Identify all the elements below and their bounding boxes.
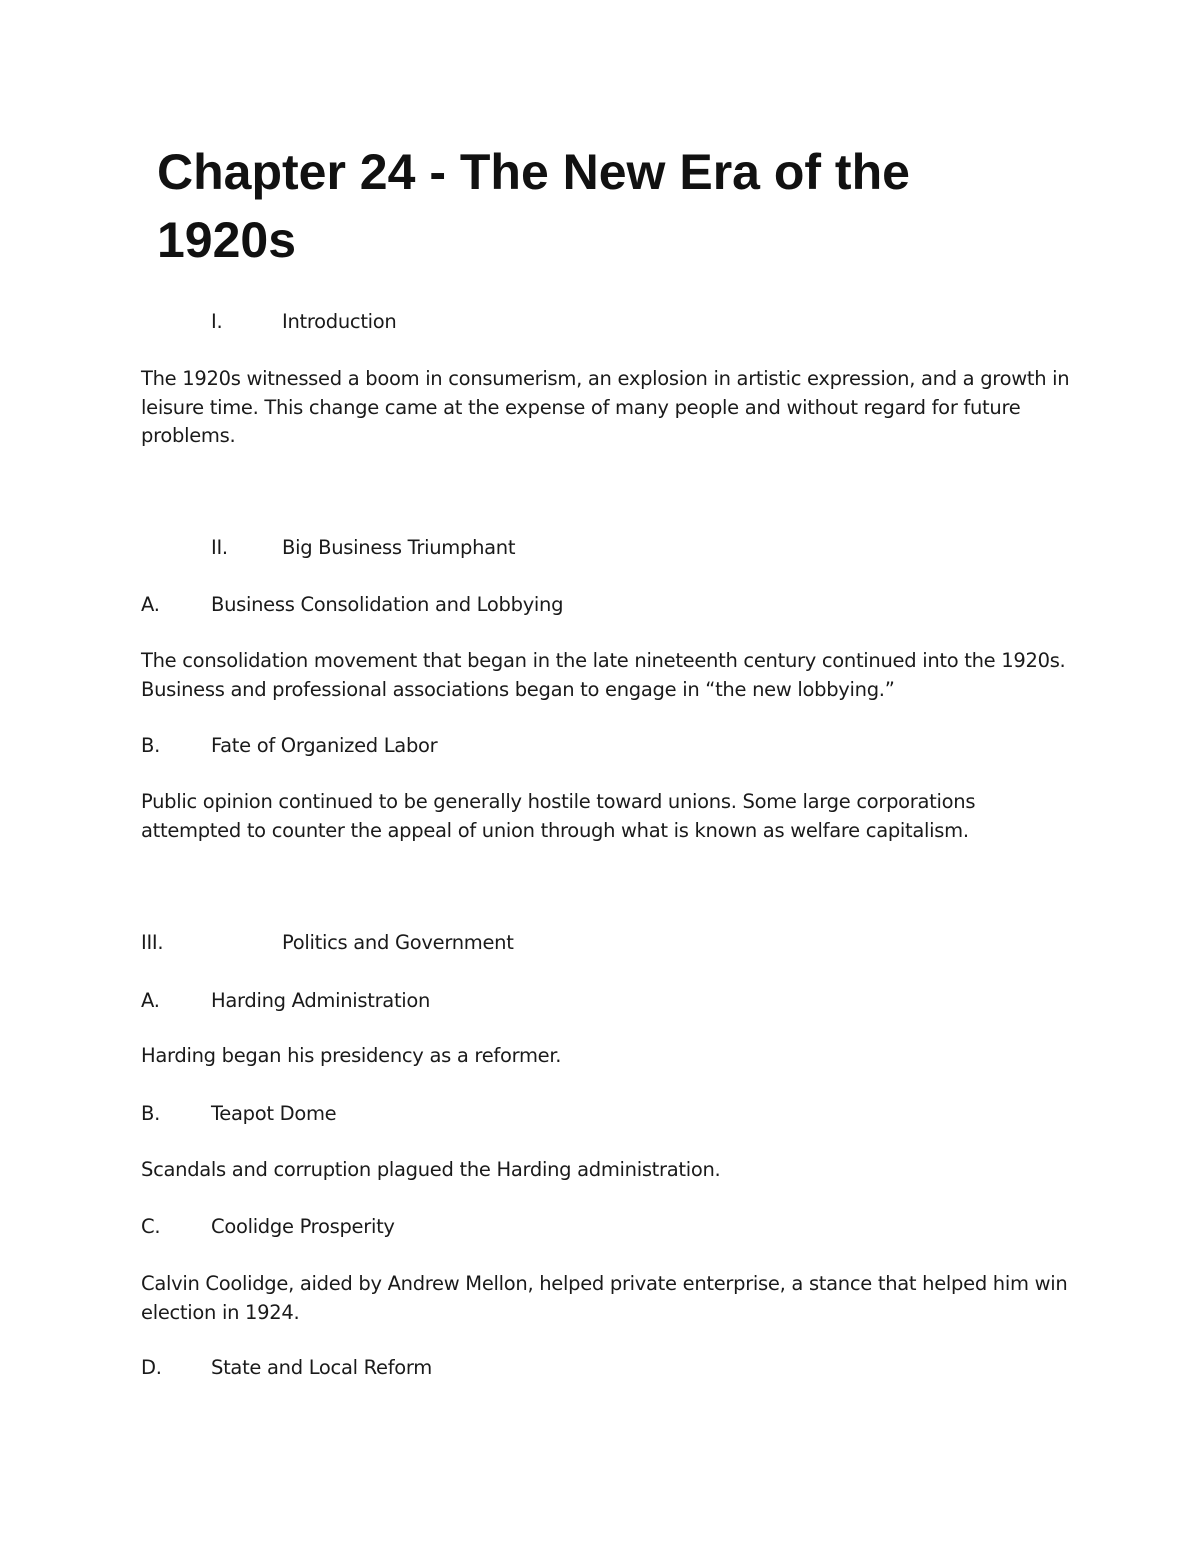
paragraph-harding: Harding began his presidency as a reformer. bbox=[141, 1044, 562, 1067]
subsection-heading-organized-labor: Fate of Organized Labor bbox=[211, 734, 438, 757]
subsection-letter: D. bbox=[141, 1356, 162, 1379]
subsection-heading-consolidation: Business Consolidation and Lobbying bbox=[211, 593, 564, 616]
paragraph-introduction: The 1920s witnessed a boom in consumerism, an explosion in artistic expression, and a growth in leisure time. This change came at the expense of many people and without regard for future problems. bbox=[141, 367, 1070, 447]
subsection-letter: A. bbox=[141, 593, 160, 616]
section-heading-introduction: Introduction bbox=[282, 310, 397, 333]
subsection-heading-coolidge: Coolidge Prosperity bbox=[211, 1215, 395, 1238]
section-heading-politics: Politics and Government bbox=[282, 931, 514, 954]
subsection-heading-teapot-dome: Teapot Dome bbox=[211, 1102, 337, 1125]
subsection-letter: C. bbox=[141, 1215, 161, 1238]
page-title: Chapter 24 - The New Era of the 1920s bbox=[157, 144, 910, 268]
subsection-letter: A. bbox=[141, 989, 160, 1012]
subsection-heading-state-local-reform: State and Local Reform bbox=[211, 1356, 432, 1379]
paragraph-coolidge: Calvin Coolidge, aided by Andrew Mellon, helped private enterprise, a stance that helped him win election in 1924. bbox=[141, 1272, 1068, 1324]
subsection-heading-harding: Harding Administration bbox=[211, 989, 431, 1012]
subsection-letter: B. bbox=[141, 1102, 160, 1125]
paragraph-consolidation: The consolidation movement that began in the late nineteenth century continued into the 1920s. Business and professional associations began to engage in “the new lobbying.” bbox=[141, 649, 1066, 701]
subsection-letter: B. bbox=[141, 734, 160, 757]
section-heading-big-business: Big Business Triumphant bbox=[282, 536, 516, 559]
section-numeral: II. bbox=[211, 536, 228, 559]
section-numeral: III. bbox=[141, 931, 164, 954]
section-numeral: I. bbox=[211, 310, 223, 333]
paragraph-organized-labor: Public opinion continued to be generally hostile toward unions. Some large corporations attempted to counter the appeal of union through what is known as welfare capitalism. bbox=[141, 790, 976, 842]
paragraph-teapot-dome: Scandals and corruption plagued the Harding administration. bbox=[141, 1158, 721, 1181]
